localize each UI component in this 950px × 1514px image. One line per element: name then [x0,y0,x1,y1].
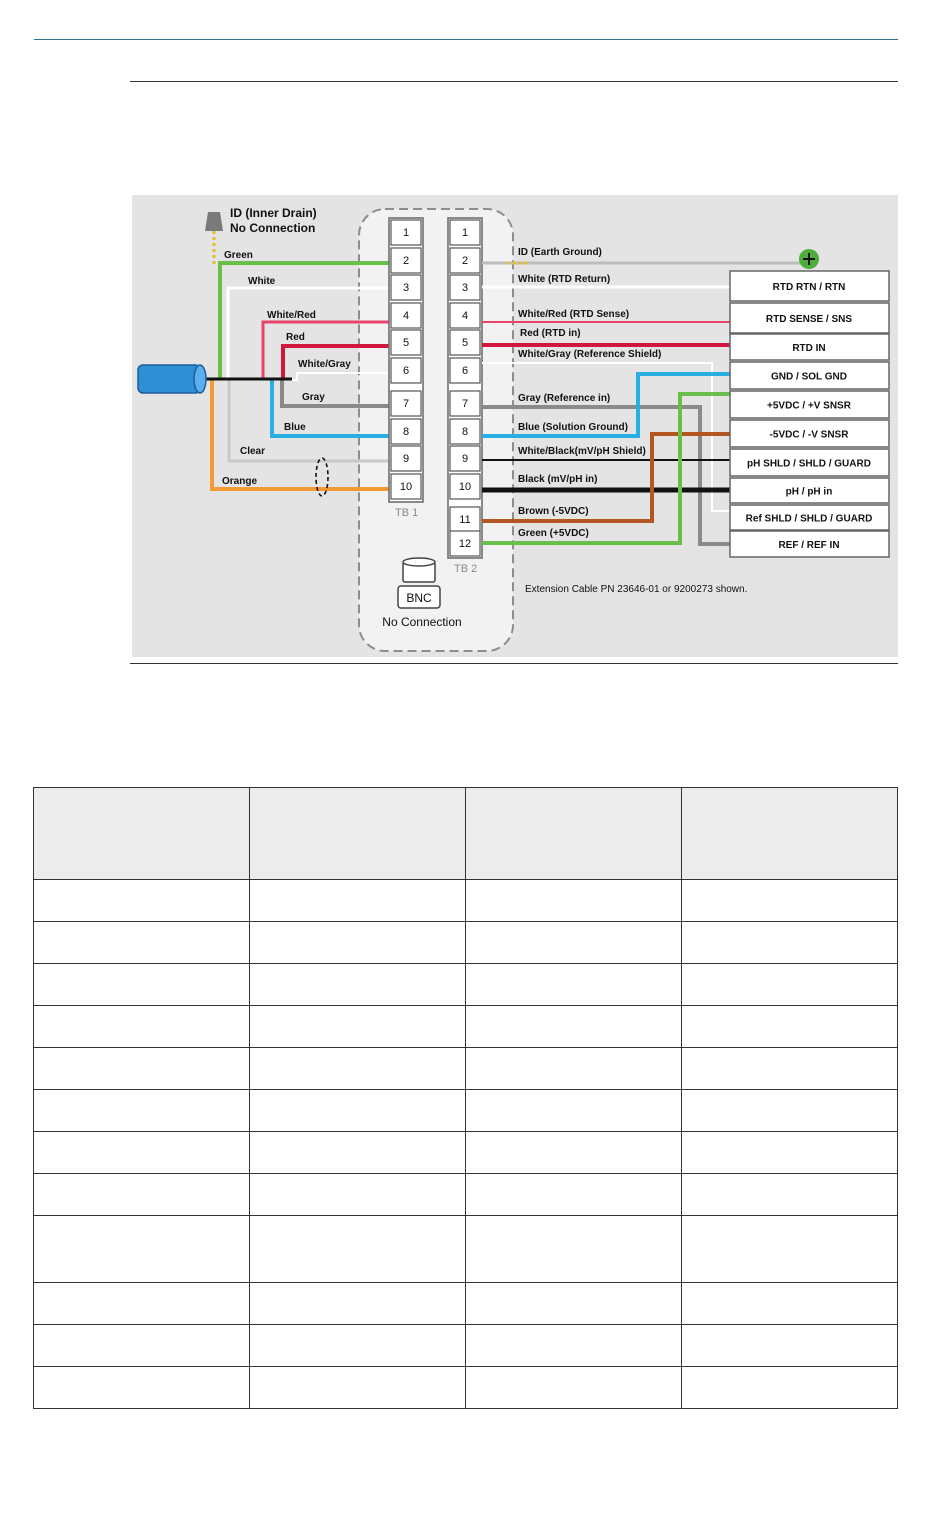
svg-text:12: 12 [458,538,472,550]
tb2-terminal [450,507,480,532]
table-cell [34,922,250,964]
table-cell [466,1216,682,1283]
sensor-cable [138,365,200,393]
table-row [34,880,898,922]
tb2-terminal [450,220,480,245]
svg-text:RTD RTN / RTN: RTD RTN / RTN [772,282,846,293]
table-row [34,1048,898,1090]
svg-text:+5VDC / +V SNSR: +5VDC / +V SNSR [767,400,851,412]
inner-drain-icon [205,212,223,231]
table-cell [250,922,466,964]
wire-label-reference-in: Gray (Reference in) [518,393,611,404]
figure-top-rule [130,81,898,82]
table-cell [250,1283,466,1325]
table-cell [34,880,250,922]
table-cell [34,1174,250,1216]
table-cell [466,1367,682,1409]
table-cell [682,1090,898,1132]
table-header-cell [250,788,466,880]
wire-label-rtd-return: White (RTD Return) [518,274,611,285]
wire-label-plus-5vdc: Green (+5VDC) [518,528,589,539]
table-cell [250,1216,466,1283]
table-cell [466,1090,682,1132]
sensor-cable-end [194,365,206,393]
wire-label-orange: Orange [222,476,258,487]
table-cell [34,1283,250,1325]
svg-text:GND / SOL GND: GND / SOL GND [771,371,847,383]
table-cell [250,1174,466,1216]
svg-text:REF / REF IN: REF / REF IN [778,540,840,551]
table-cell [466,1048,682,1090]
wire-label-rtd-in: Red (RTD in) [520,328,581,339]
wire-label-ph-shield: White/Black(mV/pH Shield) [518,446,646,457]
svg-text:1: 1 [402,227,410,239]
extension-cable-note: Extension Cable PN 23646-01 or 9200273 shown. [525,584,748,595]
tb1-terminal [391,220,421,245]
table-cell [682,1006,898,1048]
device-terminal [730,334,889,360]
svg-text:-5VDC / -V SNSR: -5VDC / -V SNSR [769,429,849,441]
device-terminal [730,505,889,530]
wire-label-rtd-sense: White/Red (RTD Sense) [518,309,630,320]
table-cell [682,1325,898,1367]
tb1-terminal [391,303,421,328]
device-terminal [730,303,889,333]
table-cell [682,1132,898,1174]
device-terminal [730,362,889,389]
table-cell [466,1132,682,1174]
table-cell [34,1325,250,1367]
table-row [34,922,898,964]
table-row [34,1174,898,1216]
table-cell [682,1174,898,1216]
tb1-terminal [391,446,421,471]
wire-label-white-gray: White/Gray [298,359,351,370]
svg-text:6: 6 [461,365,469,377]
svg-text:2: 2 [461,255,469,267]
tb2-terminal [450,275,480,300]
table-cell [682,1283,898,1325]
table-cell [34,1048,250,1090]
table-cell [250,1006,466,1048]
svg-text:10: 10 [458,481,472,493]
table-cell [34,1090,250,1132]
table-row [34,1006,898,1048]
svg-text:9: 9 [461,453,469,465]
tb2-terminal [450,248,480,273]
tb1-terminal [391,419,421,444]
table-cell [250,1325,466,1367]
wire-label-reference-shield: White/Gray (Reference Shield) [518,349,662,360]
tb2-terminal [450,531,480,556]
tb2-terminal [450,303,480,328]
table-cell [34,1006,250,1048]
wire-label-white: White [248,276,276,287]
wire-label-solution-ground: Blue (Solution Ground) [518,422,628,433]
table-cell [682,1216,898,1283]
table-cell [34,1367,250,1409]
svg-text:2: 2 [402,255,410,267]
bnc-caption: No Connection [382,615,462,629]
svg-text:Ref SHLD / SHLD / GUARD: Ref SHLD / SHLD / GUARD [745,513,873,525]
table-cell [250,1090,466,1132]
tb2-terminal [450,330,480,355]
svg-text:3: 3 [461,282,469,294]
svg-text:pH SHLD / SHLD / GUARD: pH SHLD / SHLD / GUARD [747,458,871,470]
tb1-terminal [391,275,421,300]
svg-text:1: 1 [461,227,469,239]
table-cell [682,1048,898,1090]
svg-text:11: 11 [459,514,471,526]
tb2-terminal [450,391,480,416]
wire-green-left [220,263,390,264]
table-row [34,1283,898,1325]
wiring-table [33,787,898,1409]
table-row [34,964,898,1006]
wire-label-red: Red [286,332,305,343]
wire-label-earth-ground: ID (Earth Ground) [518,247,602,258]
bnc-label: BNC [406,591,432,605]
device-terminal [730,391,889,418]
table-row [34,1325,898,1367]
device-terminal [730,449,889,476]
tb1-terminal [391,391,421,416]
wire-label-gray: Gray [302,392,325,403]
junction-box-outline [359,209,513,651]
table-header-cell [466,788,682,880]
tb2-terminal [450,446,480,471]
svg-text:5: 5 [461,337,469,349]
svg-text:9: 9 [402,453,410,465]
table-row [34,1216,898,1283]
table-cell [466,1325,682,1367]
page-header-rule [34,39,898,40]
figure-bottom-rule [130,663,898,664]
svg-text:4: 4 [461,310,469,322]
wiring-diagram [132,195,898,657]
table-cell [466,922,682,964]
svg-text:8: 8 [461,426,469,438]
svg-text:8: 8 [402,426,410,438]
tb1-terminal [391,358,421,383]
table-cell [250,964,466,1006]
svg-text:7: 7 [402,398,410,410]
tb1-terminal [391,474,421,499]
table-cell [250,1367,466,1409]
wire-label-white-red: White/Red [267,310,316,321]
table-cell [682,922,898,964]
inner-drain-label: ID (Inner Drain) [230,206,317,220]
wire-label-minus-5vdc: Brown (-5VDC) [518,506,589,517]
tb2-terminal [450,419,480,444]
table-header-cell [682,788,898,880]
wire-label-ph-in: Black (mV/pH in) [518,474,598,485]
wire-label-green: Green [224,250,253,261]
table-cell [466,1174,682,1216]
table-cell [250,880,466,922]
wire-label-blue: Blue [284,422,306,433]
tb1-terminal [391,248,421,273]
device-terminal [730,271,889,301]
tb1-label: TB 1 [395,507,419,519]
tb2-label: TB 2 [454,563,478,575]
svg-text:RTD IN: RTD IN [792,343,826,354]
table-cell [682,880,898,922]
device-terminal [730,420,889,447]
table-cell [34,1132,250,1174]
table-row [34,1090,898,1132]
wire-label-clear: Clear [240,446,266,457]
svg-text:5: 5 [402,337,410,349]
device-terminal [730,478,889,503]
svg-text:3: 3 [402,282,410,294]
table-cell [466,1283,682,1325]
svg-text:7: 7 [461,398,469,410]
device-terminal [730,531,889,557]
inner-drain-sublabel: No Connection [230,221,316,235]
svg-text:pH / pH in: pH / pH in [785,486,833,498]
table-cell [466,1006,682,1048]
table-header-row [34,788,898,880]
table-cell [34,1216,250,1283]
svg-text:10: 10 [399,481,413,493]
svg-text:RTD SENSE / SNS: RTD SENSE / SNS [765,314,853,325]
table-cell [250,1132,466,1174]
table-cell [466,880,682,922]
table-cell [466,964,682,1006]
table-cell [250,1048,466,1090]
table-row [34,1367,898,1409]
table-row [34,1132,898,1174]
svg-text:4: 4 [402,310,410,322]
tb2-terminal [450,474,480,499]
table-header-cell [34,788,250,880]
tb1-terminal [391,330,421,355]
table-cell [682,1367,898,1409]
tb2-terminal [450,358,480,383]
table-cell [34,964,250,1006]
svg-text:6: 6 [402,365,410,377]
table-cell [682,964,898,1006]
